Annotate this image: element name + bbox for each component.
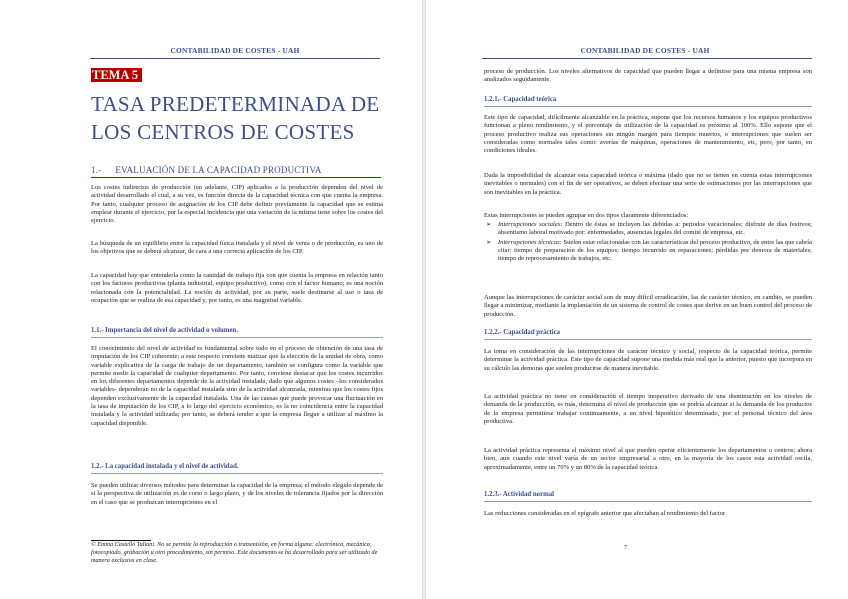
- left-paragraph-5: Se pueden utilizar diversos métodos para determinar la capacidad de la empresa; el método elegido depende de si la perspectiva de utilización es de corto o largo plazo, y de los niveles de tolerancia fijados por la dirección en el caso que se produzcan interrupciones en el: [91, 482, 383, 506]
- tema-label: TEMA 5: [91, 68, 142, 82]
- running-header-left: CONTABILIDAD DE COSTES - UAH: [170, 46, 300, 55]
- bullet-text: Dentro de éstas se incluyen las debidas a: periodos vacacionales; disfrute de días festivos; absentismo laboral motivado por: enfermedades, ausencias legales del comité de empresa, etc.: [498, 221, 812, 237]
- right-paragraph-2: Este tipo de capacidad, difícilmente alcanzable en la práctica, supone que los recursos humanos y los equipos productivos funcionan a pleno rendimiento, y el porcentaje de utilización de la capacidad es próximo al 100%. Ello supone que el proceso productivo realiza sus operaciones sin ningún margen para tiempos muertos, o interrupciones que suelen ser consideradas como normales tales como: averías de máquinas, operaciones de mantenimiento, etc, pero, por tanto, en condiciones ideales.: [484, 114, 812, 155]
- right-paragraph-4: Estas interrupciones se pueden agrupar en dos tipos claramente diferenciados:: [484, 212, 689, 219]
- chapter-title-line2: LOS CENTROS DE COSTES: [91, 120, 355, 144]
- right-paragraph-5: Aunque las interrupciones de carácter social son de muy difícil erradicación, las de carácter técnico, en cambio, se pueden llegar a minimizar, mediante la implantación de un sistema de control de costes que derive en un buen control del proceso de producción.: [484, 294, 812, 318]
- right-paragraph-9: Las reducciones consideradas en el epígrafe anterior que afectaban al rendimiento del factor: [484, 510, 726, 517]
- arrow-bullet-icon: ➢: [486, 238, 492, 246]
- right-paragraph-3: Dada la imposibilidad de alcanzar esta capacidad teórica o máxima (dado que no se tienen en cuenta estas interrupciones inevitables o normales) con el fin de ser operativos, se deben efectuar una serie de estimaciones por las interrupciones que son inevitables en la práctica.: [484, 172, 812, 196]
- right-paragraph-6: La toma en consideración de las interrupciones de carácter técnico y social, respecto de la capacidad teórica, permite determinar la actividad práctica. Este tipo de capacidad supone una medida más real que la anterior, puesto que incorpora en su cálculo las demoras que suelen producirse de manera inevitable.: [484, 348, 812, 372]
- section-title: EVALUACIÓN DE LA CAPACIDAD PRODUCTIVA: [115, 165, 322, 175]
- interruption-types-list: [484, 221, 812, 264]
- right-subheading-1-rule: [484, 106, 812, 107]
- running-header-right: CONTABILIDAD DE COSTES - UAH: [580, 46, 710, 55]
- left-paragraph-3: La capacidad hay que entenderla como la cantidad de trabajo fija con que cuenta la empresa en relación tanto con los factores productivos (planta industrial, equipo productivo), como con el factor humano; es una noción relacionada con la potencialidad. La noción de actividad, por su parte, suele destinarse al uso o tasa de ocupación que se realiza de esa capacidad y, por tanto, es una magnitud variable.: [91, 272, 383, 304]
- right-subheading-1: 1.2.1.- Capacidad teórica: [484, 96, 557, 103]
- left-paragraph-1: Los costes indirectos de producción (en adelante, CIP) aplicados a la producción dependen del nivel de actividad desarrollado el cual, a su vez, es función directa de la capacidad técnica con que cuenta la empresa. Por tanto, cualquier proceso de asignación de los CIP debe definir previamente la capacidad que se estima emplear durante el ejercicio, por la especial incidencia que una variación de la misma tiene sobre los costes del ejercicio.: [91, 184, 383, 225]
- right-paragraph-1: proceso de producción. Los niveles alternativos de capacidad que pueden llegar a definirse para una misma empresa son analizados seguidamente.: [484, 68, 812, 84]
- left-subheading-1-rule: [91, 337, 383, 338]
- left-paragraph-4: El conocimiento del nivel de actividad es fundamental sobre todo en el proceso de obtención de una tasa de imputación de los CIP coherente; a este respecto conviene matizar que la elección de la unidad de obra, como variable explicativa de la carga de trabajo de un departamento, también se configura como la variable que permite medir la capacidad de cualquier departamento. Por tanto, conviene destacar que los costes incurridos en los diferentes departamentos depende de la actividad instalada, dado que algunos costes –los considerados variables- dependerán no de la capacidad instalada sino de la actividad alcanzada, mientras que los costes fijos dependen exclusivamente de la capacidad instalada. Una de las causas que puede provocar una fluctuación en la tasa de imputación de los CIP, a lo largo del ejercicio económico, es la no coincidencia entre la capacidad instalada y la actividad utilizada; por tanto, se deberá tender a que la empresa llegue a utilizar al máximo la capacidad disponible.: [91, 345, 383, 427]
- bullet-term: Interrupciones técnicas:: [498, 238, 562, 246]
- left-subheading-1: 1.1.- Importancia del nivel de actividad o volumen.: [91, 327, 238, 334]
- right-subheading-2-rule: [484, 339, 812, 340]
- right-subheading-2: 1.2.2.- Capacidad práctica: [484, 329, 561, 336]
- arrow-bullet-icon: ➢: [486, 221, 492, 228]
- bullet-term: Interrupciones sociales:: [498, 221, 563, 228]
- section-number: 1.-: [91, 165, 102, 175]
- page-number: 7: [624, 545, 627, 551]
- section-heading: [91, 165, 391, 175]
- right-subheading-3-rule: [484, 501, 812, 502]
- right-subheading-3: 1.2.3.- Actividad normal: [484, 491, 555, 498]
- left-subheading-2-rule: [91, 473, 383, 474]
- header-rule-left: [90, 58, 380, 59]
- left-paragraph-2: La búsqueda de un equilibrio entre la capacidad física instalada y el nivel de venta o de producción, es uno de los objetivos que se deberá alcanzar, de cara a una correcta aplicación de los CIP.: [91, 240, 383, 256]
- header-rule-right: [482, 58, 812, 59]
- bullet-text: Suelen estar relacionadas con las características del proceso productivo, de entre las que cabría citar: tiempo de preparación de los equipos; tiempo incurrido en reparaciones; pérdidas por demora de materiales; tiempo de reprocesamiento de trabajos, etc.: [498, 238, 812, 263]
- copyright-footnote: © Emma Castelló Taliani. No se permite la reproducción o transmisión, en forma alguna: electrónica, mecánica, fotocopiado, grabación u otro procedimiento, sin permiso. Este documento se ha desarrollado para ser utilizado de manera exclusiva en clase.: [91, 541, 378, 564]
- list-item: [484, 239, 812, 264]
- right-paragraph-7: La actividad práctica no tiene en consideración el tiempo inoperativo derivado de una disminución en los niveles de demanda de la producción, es más, determina el nivel de producción que se podría alcanzar si la demanda de los productos de la empresa permitiese trabajar continuamente, a un nivel hipotético determinado, por el personal técnico del área productiva.: [484, 393, 812, 425]
- chapter-title: [91, 90, 391, 146]
- right-paragraph-8: La actividad práctica representa el máximo nivel al que pueden operar eficientemente los departamentos o centros; ahora bien, aun cuando este nivel varía de un sector empresarial a otro, en la mayoría de los casos esta actividad oscila, aproximadamente, entre un 70% y un 80% de la capacidad teórica.: [484, 447, 812, 471]
- left-subheading-2: 1.2.- La capacidad instalada y el nivel de actividad.: [91, 463, 239, 470]
- list-item: [484, 221, 812, 238]
- chapter-title-line1: TASA PREDETERMINADA DE: [91, 92, 380, 116]
- section-rule: [91, 177, 381, 178]
